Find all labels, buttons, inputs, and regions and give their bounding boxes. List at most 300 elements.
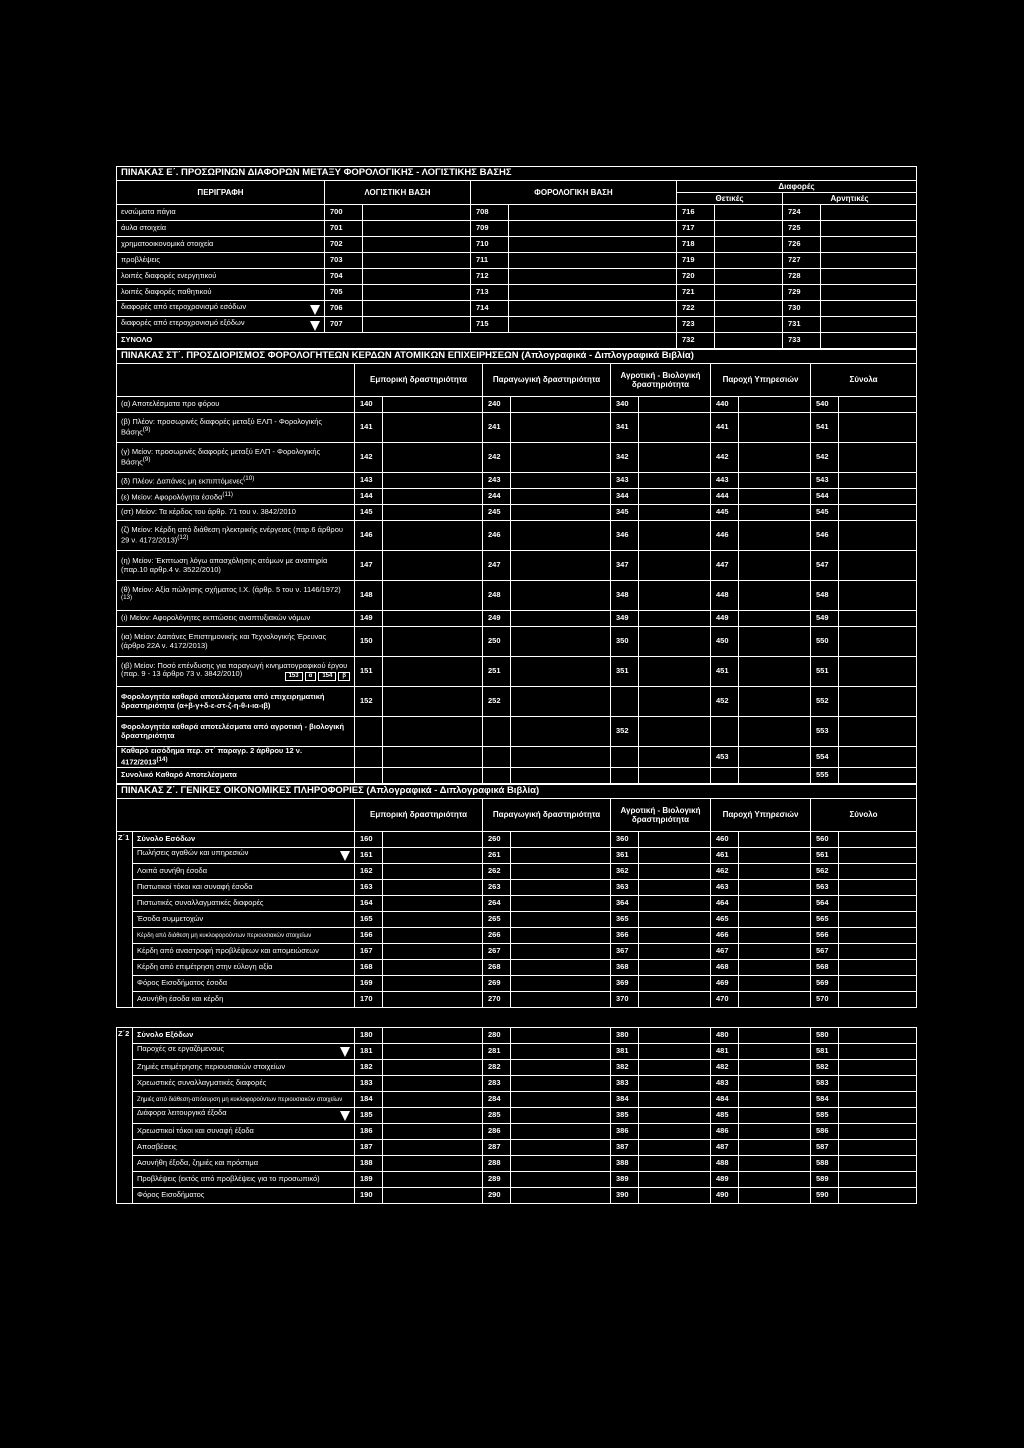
value-input[interactable] bbox=[639, 397, 711, 413]
row-label-cell bbox=[133, 1091, 355, 1107]
header-services: Παροχή Υπηρεσιών bbox=[711, 364, 811, 397]
row-label-cell bbox=[117, 237, 325, 253]
value-input[interactable] bbox=[839, 1107, 917, 1123]
value-input[interactable] bbox=[839, 1155, 917, 1171]
value-input[interactable] bbox=[363, 285, 471, 301]
field-code: 546 bbox=[811, 521, 839, 551]
value-input[interactable] bbox=[839, 657, 917, 687]
value-input[interactable] bbox=[639, 1091, 711, 1107]
value-input[interactable] bbox=[639, 443, 711, 473]
value-input[interactable] bbox=[639, 1123, 711, 1139]
field-code: 569 bbox=[811, 975, 839, 991]
value-input[interactable] bbox=[821, 269, 917, 285]
dropdown-arrow-icon[interactable] bbox=[340, 1111, 350, 1121]
value-input[interactable] bbox=[839, 1123, 917, 1139]
value-input[interactable] bbox=[821, 253, 917, 269]
row-label: (στ) Μείον: Τα κέρδος του άρθρ. 71 του ν. 3842/2010 bbox=[121, 507, 296, 517]
value-input bbox=[383, 717, 483, 747]
value-input[interactable] bbox=[839, 551, 917, 581]
value-input[interactable] bbox=[839, 927, 917, 943]
value-input[interactable] bbox=[511, 505, 611, 521]
value-input[interactable] bbox=[383, 1171, 483, 1187]
value-input[interactable] bbox=[821, 221, 917, 237]
value-input[interactable] bbox=[511, 1043, 611, 1059]
value-input[interactable] bbox=[715, 205, 783, 221]
value-input[interactable] bbox=[639, 1075, 711, 1091]
value-input[interactable] bbox=[511, 959, 611, 975]
value-input[interactable] bbox=[511, 1123, 611, 1139]
value-input[interactable] bbox=[839, 413, 917, 443]
value-input[interactable] bbox=[739, 521, 811, 551]
value-input[interactable] bbox=[511, 863, 611, 879]
table-z-title: ΠΙΝΑΚΑΣ Ζ΄. ΓΕΝΙΚΕΣ ΟΙΚΟΝΟΜΙΚΕΣ ΠΛΗΡΟΦΟΡΙΕΣ (Απλογραφικά - Διπλογραφικά Βιβλία) bbox=[117, 784, 917, 798]
value-input[interactable] bbox=[739, 397, 811, 413]
value-input[interactable] bbox=[739, 1123, 811, 1139]
value-input[interactable] bbox=[839, 473, 917, 489]
value-input[interactable] bbox=[363, 301, 471, 317]
value-input[interactable] bbox=[639, 1059, 711, 1075]
value-input[interactable] bbox=[383, 413, 483, 443]
field-code: 466 bbox=[711, 927, 739, 943]
row-label: Συνολικό Καθαρό Αποτελέσματα bbox=[121, 769, 237, 779]
field-code: 181 bbox=[355, 1043, 383, 1059]
value-input[interactable] bbox=[739, 551, 811, 581]
value-input[interactable] bbox=[639, 1187, 711, 1203]
value-input[interactable] bbox=[639, 1171, 711, 1187]
value-input[interactable] bbox=[383, 1123, 483, 1139]
field-code bbox=[355, 717, 383, 747]
value-input[interactable] bbox=[511, 991, 611, 1007]
value-input[interactable] bbox=[511, 831, 611, 847]
value-input[interactable] bbox=[383, 1043, 483, 1059]
value-input[interactable] bbox=[739, 611, 811, 627]
value-input[interactable] bbox=[839, 1187, 917, 1203]
field-code: 720 bbox=[677, 269, 715, 285]
value-input[interactable] bbox=[739, 1107, 811, 1123]
field-code: 728 bbox=[783, 269, 821, 285]
field-code: 565 bbox=[811, 911, 839, 927]
value-input[interactable] bbox=[839, 717, 917, 747]
value-input[interactable] bbox=[739, 1139, 811, 1155]
table-row bbox=[117, 1123, 917, 1139]
value-input[interactable] bbox=[739, 943, 811, 959]
value-input[interactable] bbox=[511, 1091, 611, 1107]
value-input[interactable] bbox=[639, 959, 711, 975]
value-input[interactable] bbox=[511, 1027, 611, 1043]
row-label-cell bbox=[117, 551, 355, 581]
field-code: 567 bbox=[811, 943, 839, 959]
value-input[interactable] bbox=[383, 443, 483, 473]
value-input[interactable] bbox=[639, 1155, 711, 1171]
value-input[interactable] bbox=[821, 317, 917, 333]
value-input[interactable] bbox=[739, 1027, 811, 1043]
value-input[interactable] bbox=[511, 521, 611, 551]
value-input[interactable] bbox=[839, 747, 917, 768]
value-input[interactable] bbox=[739, 687, 811, 717]
value-input[interactable] bbox=[739, 991, 811, 1007]
value-input[interactable] bbox=[509, 253, 677, 269]
value-input[interactable] bbox=[509, 317, 677, 333]
value-input[interactable] bbox=[383, 1091, 483, 1107]
checkbox-code[interactable]: α bbox=[305, 672, 317, 681]
value-input[interactable] bbox=[639, 627, 711, 657]
value-input[interactable] bbox=[639, 581, 711, 611]
value-input[interactable] bbox=[839, 895, 917, 911]
table-row bbox=[117, 687, 917, 717]
value-input[interactable] bbox=[821, 285, 917, 301]
field-code: 281 bbox=[483, 1043, 511, 1059]
value-input[interactable] bbox=[839, 627, 917, 657]
value-input[interactable] bbox=[839, 975, 917, 991]
value-input[interactable] bbox=[739, 959, 811, 975]
value-input[interactable] bbox=[715, 301, 783, 317]
value-input[interactable] bbox=[639, 975, 711, 991]
field-code: 705 bbox=[325, 285, 363, 301]
field-code: 552 bbox=[811, 687, 839, 717]
field-code: 267 bbox=[483, 943, 511, 959]
value-input[interactable] bbox=[739, 747, 811, 768]
value-input[interactable] bbox=[509, 301, 677, 317]
field-code: 168 bbox=[355, 959, 383, 975]
value-input[interactable] bbox=[739, 473, 811, 489]
value-input[interactable] bbox=[715, 237, 783, 253]
value-input[interactable] bbox=[821, 301, 917, 317]
value-input[interactable] bbox=[839, 1059, 917, 1075]
value-input[interactable] bbox=[511, 911, 611, 927]
row-label-cell bbox=[117, 717, 355, 747]
value-input[interactable] bbox=[739, 657, 811, 687]
value-input[interactable] bbox=[511, 627, 611, 657]
field-code: 146 bbox=[355, 521, 383, 551]
row-label: (θ) Μείον: Αξία πώλησης σχήματος Ι.Χ. (άρθρ. 5 του ν. 1146/1972) bbox=[121, 584, 341, 594]
total-negative-input[interactable] bbox=[821, 333, 917, 349]
row-label: Φορολογητέα καθαρά αποτελέσματα από επιχειρηματική δραστηριότητα (α+β-γ+δ-ε-στ-ζ-η-θ-ι-ια-ιβ) bbox=[121, 691, 325, 710]
value-input[interactable] bbox=[363, 269, 471, 285]
value-input[interactable] bbox=[839, 1043, 917, 1059]
value-input[interactable] bbox=[839, 611, 917, 627]
value-input[interactable] bbox=[511, 975, 611, 991]
value-input[interactable] bbox=[739, 1187, 811, 1203]
value-input[interactable] bbox=[511, 927, 611, 943]
field-code: 465 bbox=[711, 911, 739, 927]
value-input[interactable] bbox=[739, 831, 811, 847]
value-input[interactable] bbox=[511, 943, 611, 959]
value-input[interactable] bbox=[383, 551, 483, 581]
header-productive: Παραγωγική δραστηριότητα bbox=[483, 798, 611, 831]
value-input[interactable] bbox=[383, 863, 483, 879]
field-code: 262 bbox=[483, 863, 511, 879]
value-input[interactable] bbox=[511, 1059, 611, 1075]
value-input[interactable] bbox=[639, 943, 711, 959]
value-input[interactable] bbox=[383, 991, 483, 1007]
value-input[interactable] bbox=[839, 397, 917, 413]
total-positive-input[interactable] bbox=[715, 333, 783, 349]
value-input[interactable] bbox=[639, 1043, 711, 1059]
value-input[interactable] bbox=[839, 959, 917, 975]
value-input[interactable] bbox=[383, 831, 483, 847]
dropdown-arrow-icon[interactable] bbox=[340, 851, 350, 861]
header-negative: Αρνητικές bbox=[783, 193, 917, 205]
value-input[interactable] bbox=[383, 847, 483, 863]
value-input[interactable] bbox=[383, 927, 483, 943]
value-input[interactable] bbox=[839, 443, 917, 473]
row-label-cell bbox=[117, 317, 325, 333]
table-row bbox=[117, 473, 917, 489]
field-code: 586 bbox=[811, 1123, 839, 1139]
value-input[interactable] bbox=[383, 1155, 483, 1171]
row-label: Λοιπά συνήθη έσοδα bbox=[137, 865, 208, 875]
value-input[interactable] bbox=[383, 627, 483, 657]
row-label-cell bbox=[117, 301, 325, 317]
value-input[interactable] bbox=[511, 847, 611, 863]
value-input[interactable] bbox=[511, 1155, 611, 1171]
field-code: 483 bbox=[711, 1075, 739, 1091]
value-input[interactable] bbox=[383, 473, 483, 489]
value-input[interactable] bbox=[739, 413, 811, 443]
value-input[interactable] bbox=[839, 847, 917, 863]
row-label: Κέρδη από αναστροφή προβλέψεων και απομειώσεων bbox=[137, 945, 319, 955]
value-input[interactable] bbox=[511, 551, 611, 581]
value-input[interactable] bbox=[509, 221, 677, 237]
field-code: 712 bbox=[471, 269, 509, 285]
value-input[interactable] bbox=[639, 505, 711, 521]
field-code: 344 bbox=[611, 489, 639, 505]
value-input[interactable] bbox=[383, 879, 483, 895]
form-page bbox=[116, 166, 916, 1204]
field-code: 280 bbox=[483, 1027, 511, 1043]
value-input[interactable] bbox=[383, 521, 483, 551]
value-input[interactable] bbox=[739, 927, 811, 943]
field-code: 148 bbox=[355, 581, 383, 611]
table-row bbox=[117, 657, 917, 687]
value-input[interactable] bbox=[839, 943, 917, 959]
value-input[interactable] bbox=[839, 505, 917, 521]
value-input[interactable] bbox=[639, 927, 711, 943]
value-input[interactable] bbox=[511, 1107, 611, 1123]
value-input[interactable] bbox=[739, 1155, 811, 1171]
value-input[interactable] bbox=[511, 1187, 611, 1203]
value-input[interactable] bbox=[715, 285, 783, 301]
table-row bbox=[117, 717, 917, 747]
value-input[interactable] bbox=[511, 1075, 611, 1091]
field-code: 708 bbox=[471, 205, 509, 221]
value-input[interactable] bbox=[511, 581, 611, 611]
value-input[interactable] bbox=[839, 1027, 917, 1043]
value-input[interactable] bbox=[383, 611, 483, 627]
field-code: 341 bbox=[611, 413, 639, 443]
value-input[interactable] bbox=[511, 413, 611, 443]
value-input[interactable] bbox=[639, 1027, 711, 1043]
value-input[interactable] bbox=[739, 443, 811, 473]
value-input[interactable] bbox=[363, 237, 471, 253]
value-input[interactable] bbox=[639, 895, 711, 911]
value-input[interactable] bbox=[739, 1043, 811, 1059]
value-input[interactable] bbox=[383, 489, 483, 505]
value-input[interactable] bbox=[639, 717, 711, 747]
field-code: 702 bbox=[325, 237, 363, 253]
checkbox-code[interactable]: 153 bbox=[285, 672, 303, 681]
value-input[interactable] bbox=[511, 657, 611, 687]
value-input[interactable] bbox=[839, 767, 917, 783]
value-input[interactable] bbox=[739, 1059, 811, 1075]
field-code: 180 bbox=[355, 1027, 383, 1043]
field-code: 446 bbox=[711, 521, 739, 551]
field-code: 452 bbox=[711, 687, 739, 717]
value-input[interactable] bbox=[839, 1139, 917, 1155]
value-input[interactable] bbox=[739, 847, 811, 863]
value-input[interactable] bbox=[839, 489, 917, 505]
dropdown-arrow-icon[interactable] bbox=[340, 1047, 350, 1057]
field-code: 164 bbox=[355, 895, 383, 911]
value-input[interactable] bbox=[511, 879, 611, 895]
field-code: 163 bbox=[355, 879, 383, 895]
value-input[interactable] bbox=[715, 221, 783, 237]
value-input[interactable] bbox=[739, 627, 811, 657]
value-input[interactable] bbox=[383, 943, 483, 959]
value-input[interactable] bbox=[511, 895, 611, 911]
value-input[interactable] bbox=[639, 847, 711, 863]
value-input[interactable] bbox=[639, 831, 711, 847]
value-input[interactable] bbox=[639, 551, 711, 581]
value-input[interactable] bbox=[383, 1075, 483, 1091]
value-input[interactable] bbox=[739, 1171, 811, 1187]
value-input[interactable] bbox=[839, 879, 917, 895]
value-input[interactable] bbox=[363, 253, 471, 269]
section-tag: Ζ΄1 bbox=[117, 831, 133, 1007]
value-input[interactable] bbox=[383, 911, 483, 927]
checkbox-code[interactable]: β bbox=[338, 672, 350, 681]
field-code: 540 bbox=[811, 397, 839, 413]
value-input[interactable] bbox=[639, 611, 711, 627]
value-input[interactable] bbox=[383, 397, 483, 413]
value-input[interactable] bbox=[839, 581, 917, 611]
value-input[interactable] bbox=[715, 269, 783, 285]
value-input[interactable] bbox=[639, 521, 711, 551]
value-input[interactable] bbox=[511, 1139, 611, 1155]
value-input[interactable] bbox=[511, 687, 611, 717]
table-row bbox=[117, 975, 917, 991]
value-input[interactable] bbox=[839, 991, 917, 1007]
value-input[interactable] bbox=[363, 205, 471, 221]
value-input[interactable] bbox=[511, 611, 611, 627]
value-input[interactable] bbox=[383, 1059, 483, 1075]
value-input[interactable] bbox=[383, 505, 483, 521]
value-input[interactable] bbox=[511, 443, 611, 473]
field-code: 260 bbox=[483, 831, 511, 847]
value-input[interactable] bbox=[509, 237, 677, 253]
value-input[interactable] bbox=[839, 831, 917, 847]
row-label-cell bbox=[117, 253, 325, 269]
field-code: 462 bbox=[711, 863, 739, 879]
value-input[interactable] bbox=[363, 221, 471, 237]
value-input[interactable] bbox=[715, 253, 783, 269]
value-input[interactable] bbox=[511, 397, 611, 413]
value-input[interactable] bbox=[739, 1075, 811, 1091]
value-input[interactable] bbox=[739, 581, 811, 611]
row-label-cell bbox=[133, 991, 355, 1007]
value-input[interactable] bbox=[739, 975, 811, 991]
value-input[interactable] bbox=[839, 863, 917, 879]
value-input[interactable] bbox=[839, 521, 917, 551]
footnote-ref: (12) bbox=[177, 534, 189, 542]
value-input[interactable] bbox=[639, 1107, 711, 1123]
value-input[interactable] bbox=[839, 911, 917, 927]
value-input[interactable] bbox=[739, 505, 811, 521]
checkbox-code[interactable]: 154 bbox=[318, 672, 336, 681]
value-input[interactable] bbox=[839, 1075, 917, 1091]
footnote-ref: (11) bbox=[222, 490, 234, 498]
value-input[interactable] bbox=[383, 1027, 483, 1043]
value-input[interactable] bbox=[639, 863, 711, 879]
value-input[interactable] bbox=[383, 1107, 483, 1123]
value-input[interactable] bbox=[383, 1187, 483, 1203]
table-row bbox=[117, 269, 917, 285]
value-input[interactable] bbox=[639, 413, 711, 443]
row-label: Χρεωστικοί τόκοι και συναφή έξοδα bbox=[137, 1125, 254, 1135]
value-input[interactable] bbox=[639, 879, 711, 895]
value-input[interactable] bbox=[639, 657, 711, 687]
field-code: 485 bbox=[711, 1107, 739, 1123]
table-row bbox=[117, 831, 917, 847]
value-input[interactable] bbox=[639, 489, 711, 505]
value-input[interactable] bbox=[511, 1171, 611, 1187]
row-label-cell bbox=[117, 443, 355, 473]
value-input[interactable] bbox=[821, 237, 917, 253]
value-input[interactable] bbox=[511, 489, 611, 505]
value-input[interactable] bbox=[383, 895, 483, 911]
field-code: 151 bbox=[355, 657, 383, 687]
value-input[interactable] bbox=[739, 489, 811, 505]
row-label: (α) Αποτελέσματα προ φόρου bbox=[121, 399, 220, 409]
header-tax: ΦΟΡΟΛΟΓΙΚΗ ΒΑΣΗ bbox=[471, 181, 677, 205]
value-input[interactable] bbox=[639, 911, 711, 927]
value-input[interactable] bbox=[739, 1091, 811, 1107]
value-input[interactable] bbox=[509, 205, 677, 221]
value-input[interactable] bbox=[821, 205, 917, 221]
dropdown-arrow-icon[interactable] bbox=[310, 305, 320, 315]
dropdown-arrow-icon[interactable] bbox=[310, 321, 320, 331]
value-input[interactable] bbox=[639, 1139, 711, 1155]
value-input[interactable] bbox=[839, 687, 917, 717]
table-row bbox=[117, 1043, 917, 1059]
value-input[interactable] bbox=[383, 1139, 483, 1155]
value-input[interactable] bbox=[639, 473, 711, 489]
value-input[interactable] bbox=[739, 863, 811, 879]
value-input[interactable] bbox=[839, 1171, 917, 1187]
value-input[interactable] bbox=[509, 269, 677, 285]
value-input[interactable] bbox=[739, 895, 811, 911]
field-code: 581 bbox=[811, 1043, 839, 1059]
value-input[interactable] bbox=[383, 959, 483, 975]
value-input[interactable] bbox=[839, 1091, 917, 1107]
field-code: 450 bbox=[711, 627, 739, 657]
field-code: 388 bbox=[611, 1155, 639, 1171]
value-input[interactable] bbox=[383, 975, 483, 991]
row-label-cell bbox=[117, 747, 355, 768]
value-input[interactable] bbox=[509, 285, 677, 301]
value-input[interactable] bbox=[739, 879, 811, 895]
value-input[interactable] bbox=[639, 991, 711, 1007]
value-input[interactable] bbox=[739, 911, 811, 927]
field-code: 264 bbox=[483, 895, 511, 911]
value-input[interactable] bbox=[715, 317, 783, 333]
value-input[interactable] bbox=[383, 687, 483, 717]
value-input[interactable] bbox=[383, 581, 483, 611]
header-commercial: Εμπορική δραστηριότητα bbox=[355, 798, 483, 831]
value-input[interactable] bbox=[511, 473, 611, 489]
value-input[interactable] bbox=[383, 657, 483, 687]
value-input[interactable] bbox=[363, 317, 471, 333]
